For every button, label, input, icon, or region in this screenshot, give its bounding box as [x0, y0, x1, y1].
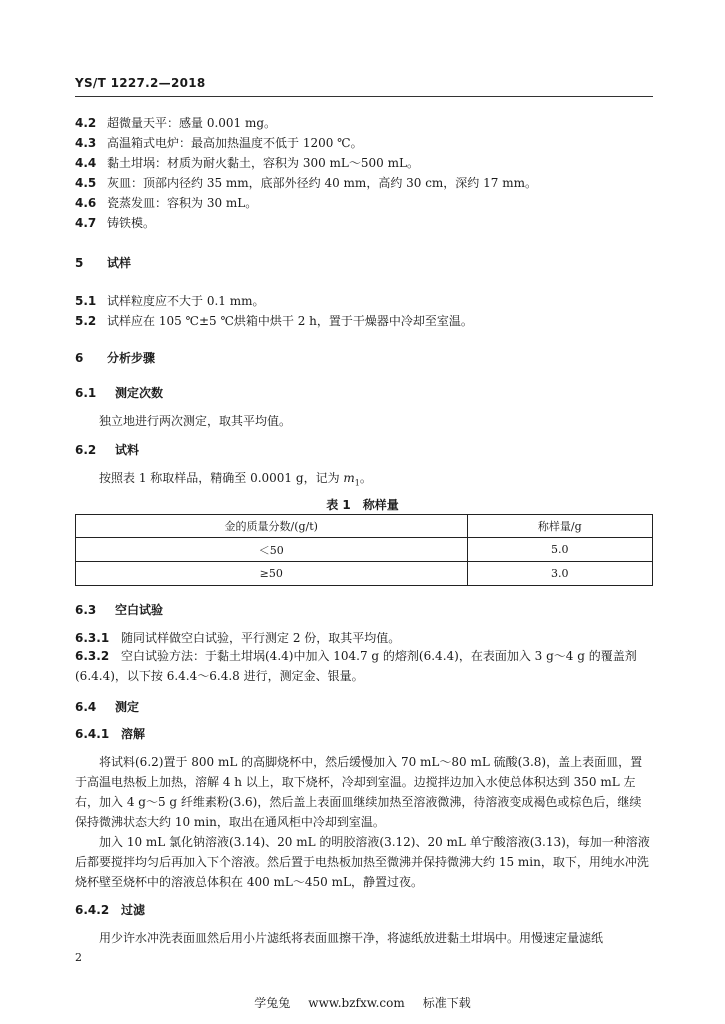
equipment-item: [75, 134, 363, 151]
item-number: 4.3: [75, 136, 97, 150]
section-title: 测定次数: [115, 386, 164, 400]
table-caption-number: 表 1: [326, 498, 351, 512]
table-header-cell: 金的质量分数/(g/t): [76, 515, 468, 538]
item-number: 4.7: [75, 216, 97, 230]
item-text: 灰皿：顶部内径约 35 mm，底部外径约 40 mm，高约 30 cm，深约 17 mm。: [107, 176, 537, 190]
equipment-item: [75, 114, 276, 131]
table-header-cell: 称样量/g: [467, 515, 652, 538]
table-cell: ＜50: [76, 538, 468, 562]
item-text: 试样应在 105 ℃±5 ℃烘箱中烘干 2 h，置于干燥器中冷却至室温。: [107, 314, 473, 328]
table-cell: 3.0: [467, 562, 652, 586]
section-heading-6-3: [75, 601, 163, 618]
table-header-row: [76, 515, 653, 538]
section-heading-6-4-1: [75, 725, 145, 742]
footer-url-link[interactable]: www.bzfxw.com: [308, 996, 405, 1010]
mass-variable-subscript: 1: [354, 478, 360, 488]
section-title: 溶解: [121, 727, 146, 741]
section-number: 6.2: [75, 443, 97, 457]
table-cell: 5.0: [467, 538, 652, 562]
section-heading-6-2: [75, 441, 139, 458]
item-text: 黏土坩埚：材质为耐火黏土，容积为 300 mL～500 mL。: [107, 156, 419, 170]
item-number: 4.5: [75, 176, 97, 190]
item-text: 空白试验方法：于黏土坩埚(4.4)中加入 104.7 g 的熔剂(6.4.4)，在表面加入 3 g～4 g 的覆盖剂(6.4.4)，以下按 6.4.4～6.4.8 进行，测定金、银量。: [75, 649, 637, 683]
mass-variable: m: [343, 471, 355, 485]
table-cell: ≥50: [76, 562, 468, 586]
item-number: 4.4: [75, 156, 97, 170]
paragraph-6-1: 独立地进行两次测定，取其平均值。: [99, 414, 292, 428]
clause-6-3-1: [75, 629, 400, 646]
section-number: 6.4: [75, 700, 97, 714]
item-number: 6.3.1: [75, 631, 110, 645]
item-text: 高温箱式电炉：最高加热温度不低于 1200 ℃。: [107, 136, 363, 150]
footer-tagline: 标准下载: [422, 996, 471, 1010]
section-title: 测定: [115, 700, 140, 714]
item-number: 5.1: [75, 294, 97, 308]
item-number: 4.6: [75, 196, 97, 210]
sample-mass-table: [75, 514, 653, 586]
section-heading-6-1: [75, 384, 163, 401]
section-title: 分析步骤: [107, 351, 156, 365]
standard-code-header: YS/T 1227.2—2018: [75, 76, 206, 90]
section-title: 空白试验: [115, 603, 164, 617]
equipment-item: [75, 174, 537, 191]
item-number: 5.2: [75, 314, 97, 328]
table-row: [76, 562, 653, 586]
section-number: 6: [75, 351, 84, 365]
equipment-item: [75, 214, 155, 231]
paragraph-6-4-2: 用少许水冲洗表面皿然后用小片滤纸将表面皿擦干净，将滤纸放进黏土坩埚中。用慢速定量滤纸: [99, 931, 604, 945]
equipment-item: [75, 194, 257, 211]
section-title: 试料: [115, 443, 140, 457]
table-row: [76, 538, 653, 562]
item-text: 瓷蒸发皿：容积为 30 mL。: [107, 196, 258, 210]
section-number: 6.4.2: [75, 903, 110, 917]
section-number: 6.4.1: [75, 727, 110, 741]
equipment-item: [75, 154, 419, 171]
item-text: 随同试样做空白试验，平行测定 2 份，取其平均值。: [121, 631, 401, 645]
paragraph-end: 。: [359, 471, 372, 485]
item-text: 超微量天平：感量 0.001 mg。: [107, 116, 277, 130]
item-number: 4.2: [75, 116, 97, 130]
item-text: 试样粒度应不大于 0.1 mm。: [107, 294, 265, 308]
clause-6-3-2: [75, 646, 653, 686]
section-heading-6-4-2: [75, 901, 145, 918]
section-title: 试样: [107, 256, 132, 270]
table-caption-title: 称样量: [362, 498, 399, 512]
section-heading-5: [75, 254, 131, 271]
section-heading-6-4: [75, 698, 139, 715]
paragraph-text: 按照表 1 称取样品，精确至 0.0001 g，记为: [99, 471, 344, 485]
section-number: 5: [75, 256, 84, 270]
section-number: 6.3: [75, 603, 97, 617]
header-rule: [75, 96, 653, 97]
item-number: 6.3.2: [75, 649, 110, 663]
paragraph-6-4-1-b: 加入 10 mL 氯化钠溶液(3.14)、20 mL 的明胶溶液(3.12)、20 mL 单宁酸溶液(3.13)，每加一种溶液后都要搅拌均匀后再加入下个溶液。然后置于电热板加热至微沸并保持微沸大约 15 min，取下，用纯水冲洗烧杯壁至烧杯中的溶液总体积在 400 mL～450 mL，静置过夜。: [75, 835, 650, 889]
watermark-footer: [0, 994, 725, 1011]
sample-item: [75, 292, 264, 309]
paragraph-6-2: [75, 468, 653, 493]
section-number: 6.1: [75, 386, 97, 400]
item-text: 铸铁模。: [107, 216, 156, 230]
section-heading-6: [75, 349, 155, 366]
section-title: 过滤: [121, 903, 146, 917]
table-caption: [0, 496, 725, 513]
paragraph-6-4-1-a: 将试料(6.2)置于 800 mL 的高脚烧杯中，然后缓慢加入 70 mL～80 mL 硫酸(3.8)，盖上表面皿，置于高温电热板上加热，溶解 4 h 以上，取下烧杯，冷却到室温。边搅拌边加入水使总体积达到 350 mL 左右，加入 4 g～5 g 纤维素粉(3.6)，然后盖上表面皿继续加热至溶液微沸，待溶液变成褐色或棕色后，继续保持微沸状态大约 10 min，取出在通风柜中冷却到室温。: [75, 755, 643, 829]
footer-site-name: 学兔兔: [254, 996, 291, 1010]
sample-item: [75, 312, 473, 329]
page-number: 2: [75, 951, 82, 964]
